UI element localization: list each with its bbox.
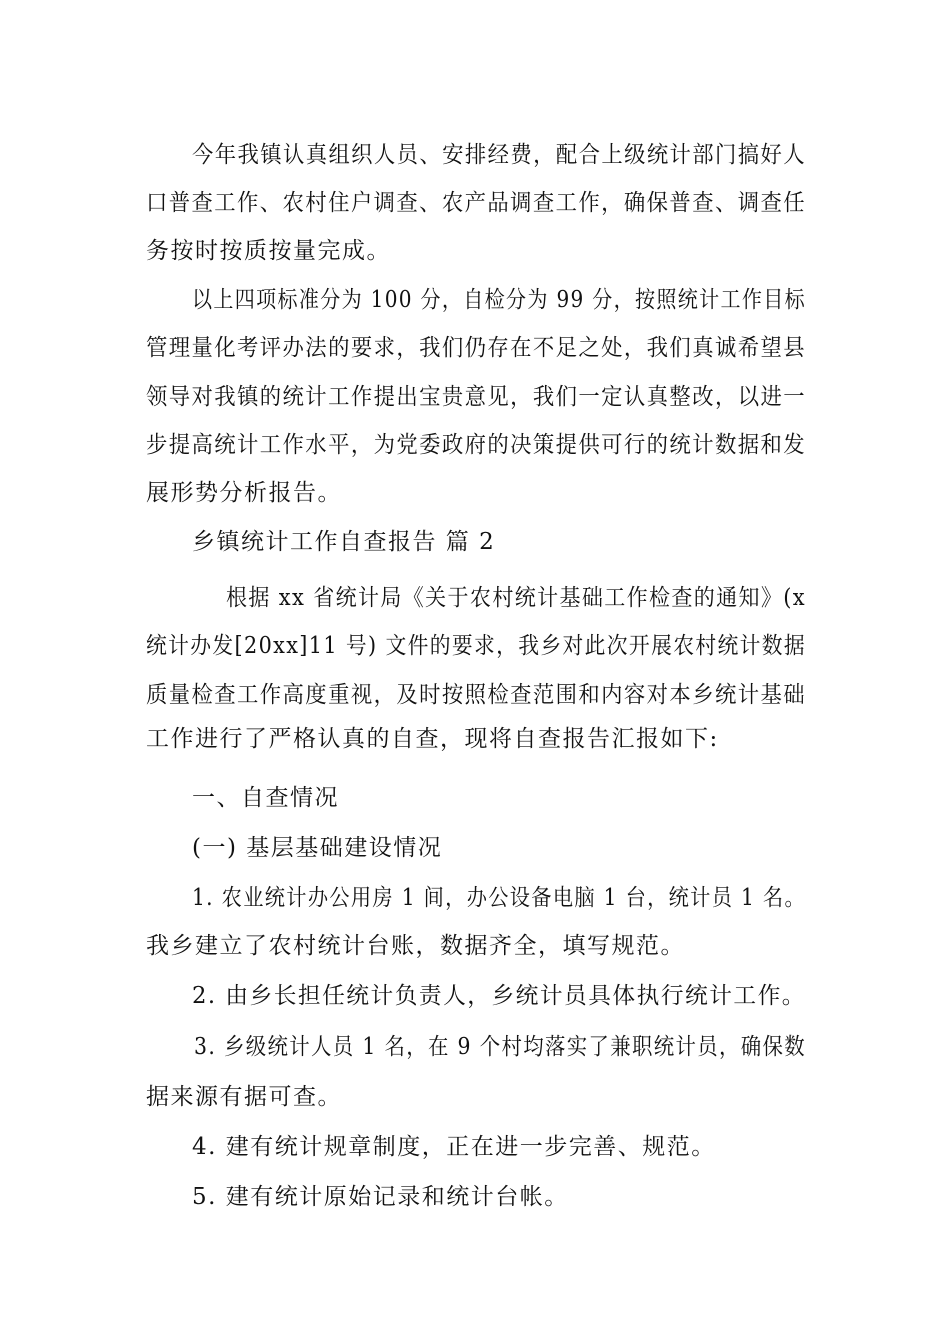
item-1-line-2	[0, 926, 950, 966]
paragraph-2-line-4	[0, 425, 950, 465]
text-line: 5. 建有统计原始记录和统计台帐。	[192, 1184, 569, 1210]
text-line: 3. 乡级统计人员 1 名，在 9 个村均落实了兼职统计员，确保数	[194, 1034, 807, 1060]
subsection-1-heading	[0, 828, 950, 868]
text-line: 工作进行了严格认真的自查，现将自查报告汇报如下:	[146, 726, 719, 752]
text-line: 务按时按质按量完成。	[146, 238, 391, 264]
paragraph-3-line-2	[0, 626, 950, 666]
text-line: 领导对我镇的统计工作提出宝贵意见，我们一定认真整改，以进一	[146, 384, 806, 410]
paragraph-2-line-5	[0, 473, 950, 513]
paragraph-3-line-3	[0, 675, 950, 715]
item-5-line	[0, 1177, 950, 1217]
text-line: 以上四项标准分为 100 分，自检分为 99 分，按照统计工作目标	[192, 287, 807, 313]
text-line: 我乡建立了农村统计台账，数据齐全，填写规范。	[146, 933, 685, 959]
heading-text: (一) 基层基础建设情况	[192, 835, 443, 861]
text-line: 1. 农业统计办公用房 1 间，办公设备电脑 1 台，统计员 1 名。	[192, 885, 807, 911]
text-line: 步提高统计工作水平，为党委政府的决策提供可行的统计数据和发	[146, 432, 806, 458]
section-heading	[0, 522, 950, 562]
text-line: 统计办发[20xx]11 号) 文件的要求，我乡对此次开展农村统计数据	[146, 633, 807, 659]
text-line: 展形势分析报告。	[146, 480, 342, 506]
text-line: 今年我镇认真组织人员、安排经费，配合上级统计部门搞好人	[192, 142, 807, 168]
paragraph-1-line-2	[0, 183, 950, 223]
item-3-line-1	[0, 1027, 950, 1067]
text-line: 4. 建有统计规章制度，正在进一步完善、规范。	[192, 1134, 716, 1160]
paragraph-1-line-3	[0, 231, 950, 271]
item-1-line-1	[0, 878, 950, 918]
paragraph-3-line-1	[0, 578, 950, 618]
heading-text: 一、自查情况	[192, 785, 339, 811]
paragraph-2-line-3	[0, 377, 950, 417]
section-1-heading	[0, 778, 950, 818]
paragraph-3-line-4	[0, 719, 950, 759]
text-line: 口普查工作、农村住户调查、农产品调查工作，确保普查、调查任	[146, 190, 806, 216]
text-line: 根据 xx 省统计局《关于农村统计基础工作检查的通知》(x	[226, 585, 807, 611]
item-3-line-2	[0, 1077, 950, 1117]
item-4-line	[0, 1127, 950, 1167]
text-line: 质量检查工作高度重视，及时按照检查范围和内容对本乡统计基础	[146, 682, 806, 708]
paragraph-1-line-1	[0, 135, 950, 175]
text-line: 据来源有据可查。	[146, 1084, 342, 1110]
text-line: 管理量化考评办法的要求，我们仍存在不足之处，我们真诚希望县	[146, 335, 806, 361]
paragraph-2-line-1	[0, 280, 950, 320]
text-line: 2. 由乡长担任统计负责人，乡统计员具体执行统计工作。	[192, 983, 806, 1009]
heading-text: 乡镇统计工作自查报告 篇 2	[192, 529, 496, 555]
item-2-line	[0, 976, 950, 1016]
paragraph-2-line-2	[0, 328, 950, 368]
